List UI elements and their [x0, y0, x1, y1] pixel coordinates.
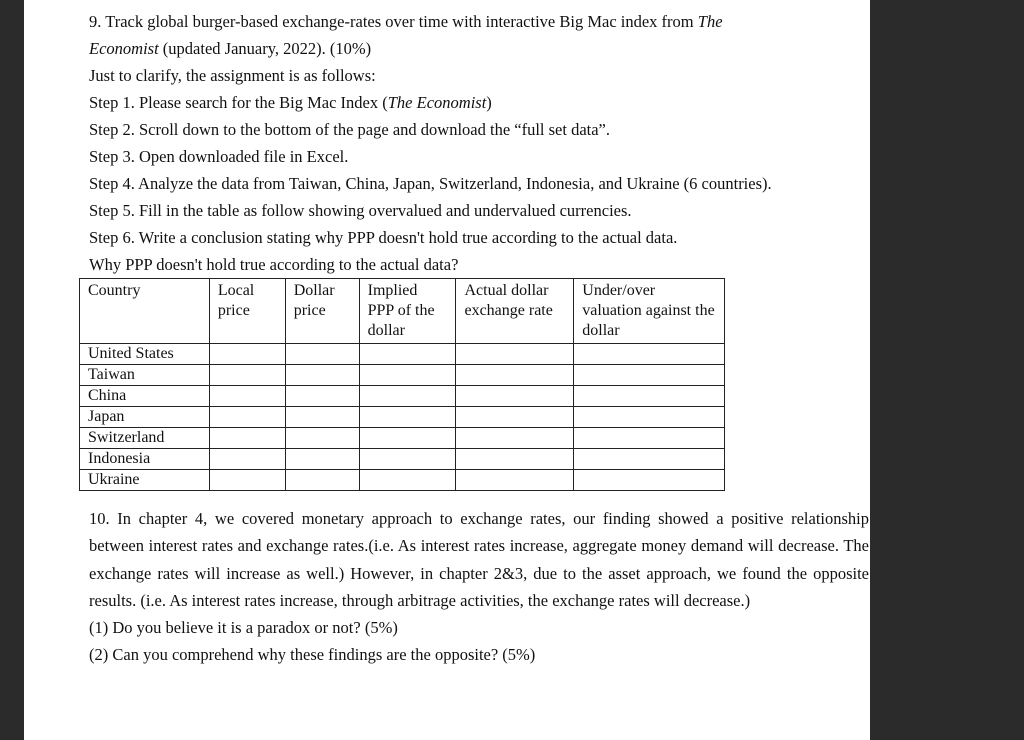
empty-cell	[456, 449, 574, 470]
empty-cell	[209, 470, 285, 491]
empty-cell	[285, 344, 359, 365]
why-ppp-question: Why PPP doesn't hold true according to the actual data?	[89, 255, 459, 274]
country-cell: China	[80, 386, 210, 407]
empty-cell	[285, 365, 359, 386]
empty-cell	[285, 470, 359, 491]
step-1-italic: The Economist	[387, 93, 487, 112]
table-row	[80, 407, 725, 428]
q9-line2	[89, 35, 869, 62]
empty-cell	[359, 386, 456, 407]
step-5: Step 5. Fill in the table as follow showing overvalued and undervalued currencies.	[89, 201, 632, 220]
empty-cell	[359, 365, 456, 386]
table-row	[80, 365, 725, 386]
left-viewer-margin	[0, 0, 24, 740]
q9-source-italic-2: Economist	[89, 39, 159, 58]
table-row	[80, 428, 725, 449]
q9-heading-rest: (updated January, 2022). (10%)	[158, 39, 372, 58]
document-content	[89, 8, 869, 668]
clarify-line: Just to clarify, the assignment is as follows:	[89, 66, 376, 85]
header-implied-ppp: Implied PPP of the dollar	[359, 279, 456, 344]
empty-cell	[456, 365, 574, 386]
empty-cell	[574, 344, 725, 365]
table-row	[80, 449, 725, 470]
header-local-price: Local price	[209, 279, 285, 344]
empty-cell	[209, 344, 285, 365]
empty-cell	[209, 365, 285, 386]
empty-cell	[456, 386, 574, 407]
header-country: Country	[80, 279, 210, 344]
right-viewer-margin	[870, 0, 1024, 740]
step-1-text: Step 1. Please search for the Big Mac Index (	[89, 93, 388, 112]
empty-cell	[574, 470, 725, 491]
country-cell: Japan	[80, 407, 210, 428]
empty-cell	[456, 407, 574, 428]
step-1	[89, 89, 869, 116]
q10-sub-2: (2) Can you comprehend why these findings are the opposite? (5%)	[89, 645, 536, 665]
q9-heading-text: 9. Track global burger-based exchange-rates over time with interactive Big Mac index from	[89, 12, 698, 31]
empty-cell	[209, 428, 285, 449]
empty-cell	[359, 428, 456, 449]
empty-cell	[285, 386, 359, 407]
empty-cell	[456, 428, 574, 449]
empty-cell	[574, 407, 725, 428]
empty-cell	[574, 386, 725, 407]
big-mac-table	[79, 278, 725, 491]
country-cell: Ukraine	[80, 470, 210, 491]
country-cell: United States	[80, 344, 210, 365]
empty-cell	[456, 470, 574, 491]
empty-cell	[456, 344, 574, 365]
empty-cell	[285, 449, 359, 470]
table-row	[80, 344, 725, 365]
step-1-suffix: )	[486, 93, 492, 112]
step-6: Step 6. Write a conclusion stating why PPP doesn't hold true according to the actual data.	[89, 228, 678, 247]
empty-cell	[209, 449, 285, 470]
header-valuation: Under/over valuation against the dollar	[574, 279, 725, 344]
table-row	[80, 386, 725, 407]
empty-cell	[209, 386, 285, 407]
empty-cell	[285, 428, 359, 449]
empty-cell	[359, 407, 456, 428]
empty-cell	[574, 449, 725, 470]
step-4: Step 4. Analyze the data from Taiwan, China, Japan, Switzerland, Indonesia, and Ukraine (6 countries).	[89, 174, 772, 193]
header-actual-rate: Actual dollar exchange rate	[456, 279, 574, 344]
country-cell: Indonesia	[80, 449, 210, 470]
empty-cell	[209, 407, 285, 428]
table-header-row	[80, 279, 725, 344]
header-dollar-price: Dollar price	[285, 279, 359, 344]
empty-cell	[574, 428, 725, 449]
table-row	[80, 470, 725, 491]
q9-source-italic-1: The	[697, 12, 723, 31]
empty-cell	[285, 407, 359, 428]
empty-cell	[574, 365, 725, 386]
empty-cell	[359, 449, 456, 470]
country-cell: Taiwan	[80, 365, 210, 386]
q10-sub-1: (1) Do you believe it is a paradox or not? (5%)	[89, 618, 398, 638]
empty-cell	[359, 344, 456, 365]
country-cell: Switzerland	[80, 428, 210, 449]
step-3: Step 3. Open downloaded file in Excel.	[89, 147, 349, 166]
q10-paragraph: 10. In chapter 4, we covered monetary approach to exchange rates, our finding showed a positive relationship between interest rates and exchange rates.(i.e. As interest rates increase, aggregate money demand will decrease. The exchange rates will increase as well.) However, in chapter 2&3, due to the asset approach, we found the opposite results. (i.e. As interest rates increase, through arbitrage activities, the exchange rates will decrease.)	[89, 509, 869, 610]
empty-cell	[359, 470, 456, 491]
step-2: Step 2. Scroll down to the bottom of the page and download the “full set data”.	[89, 120, 611, 139]
q9-line1	[89, 8, 869, 35]
